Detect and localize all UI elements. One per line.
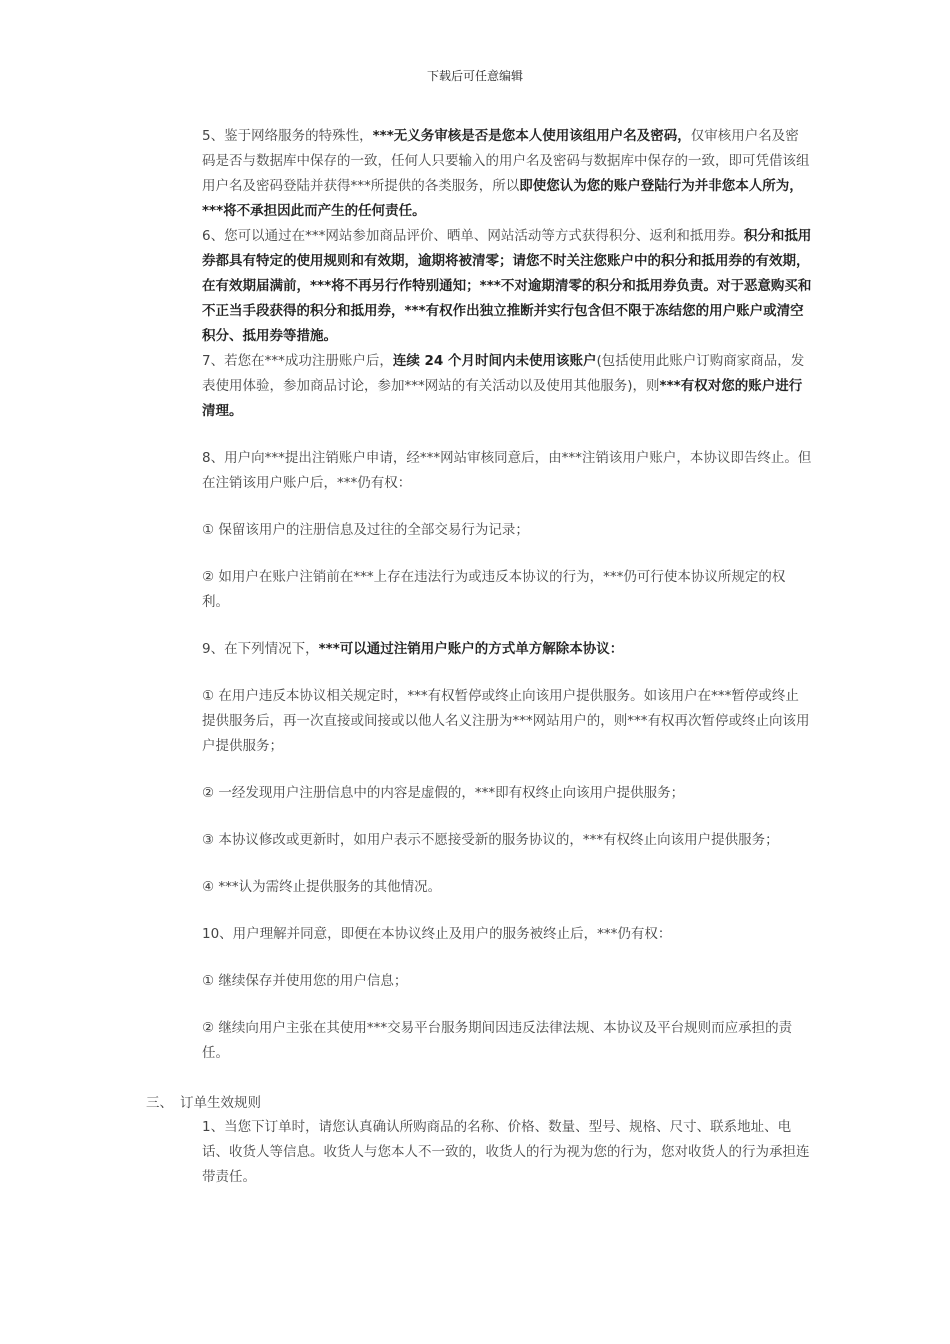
clause-9-item-1: ① 在用户违反本协议相关规定时，***有权暂停或终止向该用户提供服务。如该用户在***暂停或终止提供服务后，再一次直接或间接或以他人名义注册为***网站用户的，则***有权再次暂停或终止向该用户提供服务； <box>202 688 810 754</box>
clause-9-item-3: ③ 本协议修改或更新时，如用户表示不愿接受新的服务协议的，***有权终止向该用户提供服务； <box>202 832 779 848</box>
clause-9-item-4: ④ ***认为需终止提供服务的其他情况。 <box>202 879 442 895</box>
section-number: 三、 <box>146 1095 173 1111</box>
clause-10-item-1: ① 继续保存并使用您的用户信息； <box>202 973 408 989</box>
clause-10-item-2: ② 继续向用户主张在其使用***交易平台服务期间因违反法律法规、本协议及平台规则而应承担的责任。 <box>202 1020 793 1061</box>
clause-7: 7、若您在***成功注册账户后，连续 24 个月时间内未使用该账户(包括使用此账户订购商家商品，发表使用体验，参加商品讨论，参加***网站的有关活动以及使用其他服务)，则***有权对您的账户进行清理。 <box>202 353 805 419</box>
clause-10: 10、用户理解并同意，即便在本协议终止及用户的服务被终止后，***仍有权： <box>202 926 672 942</box>
clause-6: 6、您可以通过在***网站参加商品评价、晒单、网站活动等方式获得积分、返利和抵用券。积分和抵用券都具有特定的使用规则和有效期，逾期将被清零；请您不时关注您账户中的积分和抵用券的有效期，在有效期届满前，***将不再另行作特别通知；***不对逾期清零的积分和抵用券负责。对于恶意购买和不正当手段获得的积分和抵用券，***有权作出独立推断并实行包含但不限于冻结您的用户账户或清空积分、抵用券等措施。 <box>202 228 812 344</box>
section-title: 订单生效规则 <box>180 1095 261 1111</box>
section-3-body <box>202 1115 812 1190</box>
terms-body-top <box>202 124 812 424</box>
clause-9-item-2: ② 一经发现用户注册信息中的内容是虚假的，***即有权终止向该用户提供服务； <box>202 785 685 801</box>
clause-8-item-1: ① 保留该用户的注册信息及过往的全部交易行为记录； <box>202 522 529 538</box>
section-heading-3 <box>146 1091 261 1116</box>
page-header: 下载后可任意编辑 <box>426 69 523 83</box>
clause-5: 5、鉴于网络服务的特殊性，***无义务审核是否是您本人使用该组用户名及密码，仅审核用户名及密码是否与数据库中保存的一致，任何人只要输入的用户名及密码与数据库中保存的一致，即可凭借该组用户名及密码登陆并获得***所提供的各类服务，所以即使您认为您的账户登陆行为并非您本人所为，***将不承担因此而产生的任何责任。 <box>202 128 810 219</box>
clause-8-item-2: ② 如用户在账户注销前在***上存在违法行为或违反本协议的行为，***仍可行使本协议所规定的权利。 <box>202 569 786 610</box>
clause-9: 9、在下列情况下，***可以通过注销用户账户的方式单方解除本协议： <box>202 641 624 657</box>
section-3-clause-1: 1、当您下订单时，请您认真确认所购商品的名称、价格、数量、型号、规格、尺寸、联系地址、电话、收货人等信息。收货人与您本人不一致的，收货人的行为视为您的行为，您对收货人的行为承担连带责任。 <box>202 1119 810 1185</box>
clause-8: 8、用户向***提出注销账户申请，经***网站审核同意后，由***注销该用户账户，本协议即告终止。但在注销该用户账户后，***仍有权： <box>202 450 812 491</box>
terms-body-bottom <box>202 446 812 1066</box>
